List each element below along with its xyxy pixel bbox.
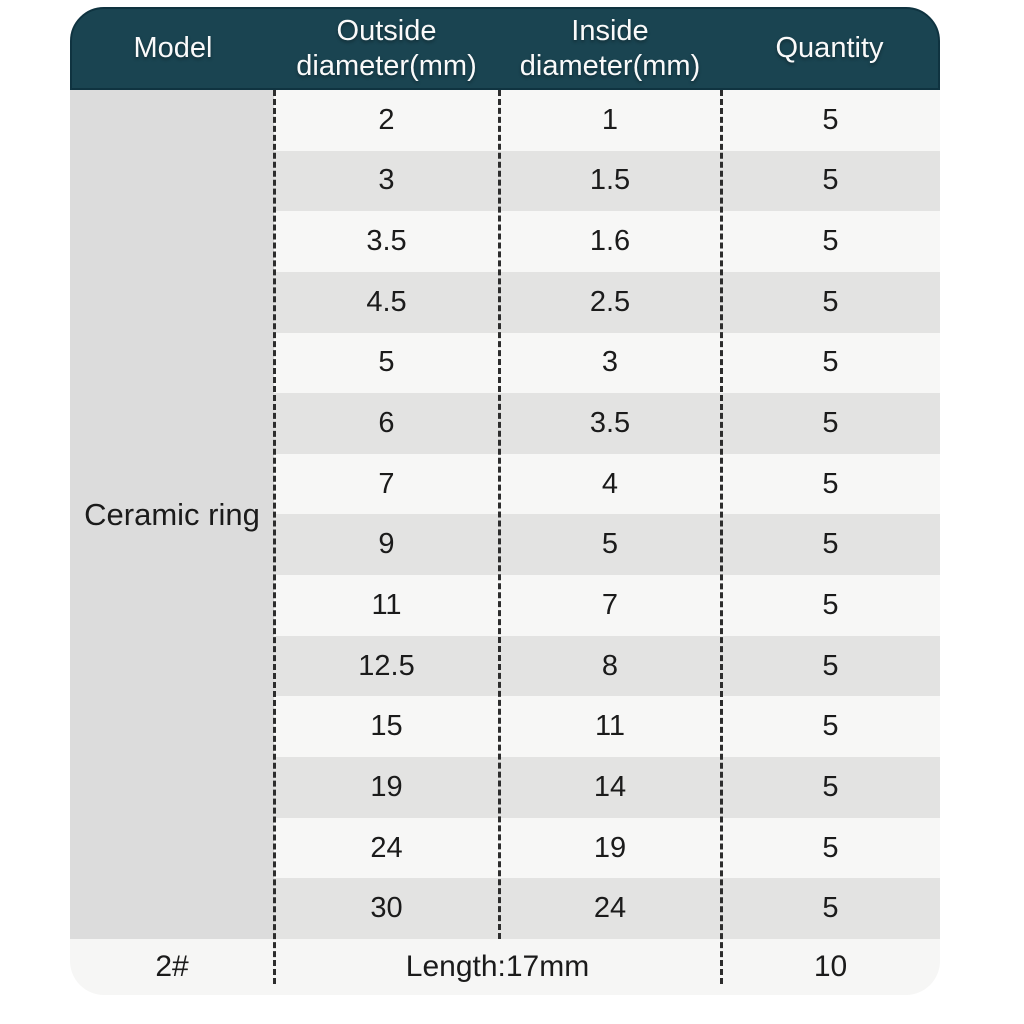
- footer-cell-length: Length:17mm: [405, 950, 590, 983]
- cell-inside-diameter: 11: [594, 710, 626, 743]
- cell-outside-diameter: 2: [378, 103, 395, 136]
- header-cell-outside: Outside diameter(mm): [296, 14, 477, 82]
- cell-outside-diameter: 3: [378, 164, 395, 197]
- cell-outside-diameter: 9: [378, 528, 395, 561]
- cell-outside-diameter: 7: [378, 467, 395, 500]
- column-divider: [498, 90, 501, 939]
- header-cell-inside: Inside diameter(mm): [519, 14, 701, 82]
- cell-quantity: 5: [822, 710, 839, 743]
- table-row: [274, 333, 940, 394]
- cell-inside-diameter: 1: [601, 103, 619, 136]
- table-footer-row: [70, 939, 940, 995]
- table-row: [274, 211, 940, 272]
- data-rows: [274, 90, 940, 939]
- table-row: [274, 393, 940, 454]
- cell-outside-diameter: 15: [370, 710, 403, 743]
- cell-inside-diameter: 1.6: [589, 225, 631, 258]
- table-body: [70, 90, 940, 939]
- cell-quantity: 5: [822, 225, 839, 258]
- cell-outside-diameter: 24: [370, 831, 403, 864]
- cell-outside-diameter: 3.5: [366, 225, 407, 258]
- table-row: [274, 636, 940, 697]
- cell-inside-diameter: 24: [593, 892, 627, 925]
- column-divider: [273, 90, 276, 984]
- cell-inside-diameter: 1.5: [589, 164, 631, 197]
- cell-quantity: 5: [822, 649, 839, 682]
- cell-quantity: 5: [822, 164, 839, 197]
- header-cell-quantity: Quantity: [775, 32, 884, 64]
- table-row: [274, 272, 940, 333]
- cell-outside-diameter: 11: [371, 588, 402, 621]
- spec-table: [70, 7, 940, 995]
- cell-inside-diameter: 8: [601, 649, 619, 682]
- table-row: [274, 514, 940, 575]
- table-header-row: [70, 7, 940, 90]
- column-divider: [720, 90, 723, 984]
- cell-quantity: 5: [822, 831, 839, 864]
- table-row: [274, 454, 940, 515]
- cell-inside-diameter: 5: [601, 528, 619, 561]
- table-row: [274, 575, 940, 636]
- cell-quantity: 5: [822, 892, 839, 925]
- cell-outside-diameter: 30: [370, 892, 403, 925]
- merged-model-cell: Ceramic ring: [70, 90, 274, 939]
- cell-outside-diameter: 5: [378, 346, 395, 379]
- cell-inside-diameter: 3.5: [589, 407, 631, 440]
- cell-inside-diameter: 4: [601, 467, 619, 500]
- table-row: [274, 90, 940, 151]
- cell-outside-diameter: 12.5: [358, 649, 415, 682]
- footer-cell-model: 2#: [155, 950, 189, 983]
- table-row: [274, 818, 940, 879]
- header-cell-model: Model: [133, 32, 213, 64]
- table-row: [274, 696, 940, 757]
- cell-quantity: 5: [822, 346, 839, 379]
- cell-inside-diameter: 3: [601, 346, 619, 379]
- cell-quantity: 5: [822, 528, 839, 561]
- cell-outside-diameter: 4.5: [366, 285, 407, 318]
- cell-quantity: 5: [822, 467, 839, 500]
- table-row: [274, 151, 940, 212]
- cell-inside-diameter: 14: [593, 770, 627, 803]
- cell-inside-diameter: 19: [593, 831, 627, 864]
- table-row: [274, 878, 940, 939]
- cell-quantity: 5: [822, 103, 839, 136]
- cell-inside-diameter: 2.5: [589, 285, 631, 318]
- cell-outside-diameter: 19: [370, 770, 403, 803]
- cell-quantity: 5: [822, 588, 839, 621]
- cell-inside-diameter: 7: [601, 588, 619, 621]
- cell-outside-diameter: 6: [378, 407, 395, 440]
- footer-cell-qty: 10: [813, 950, 848, 983]
- cell-quantity: 5: [822, 285, 839, 318]
- table-row: [274, 757, 940, 818]
- cell-quantity: 5: [822, 407, 839, 440]
- cell-quantity: 5: [822, 770, 839, 803]
